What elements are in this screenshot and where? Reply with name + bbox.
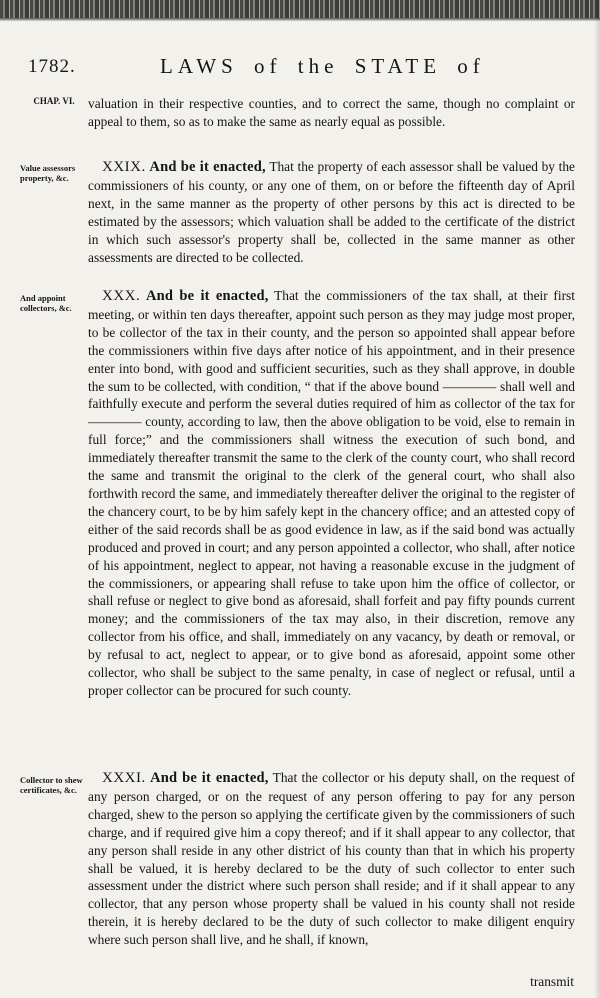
section-xxxi-enacting-clause: And be it enacted,	[150, 770, 269, 786]
section-xxix-enacting-clause: And be it enacted,	[149, 159, 266, 175]
paragraph-continuation	[88, 95, 575, 131]
continuation-text: valuation in their respective counties, and to correct the same, though no complaint or appeal to them, so as to make the same as nearly equal as possible.	[88, 96, 575, 129]
section-xxx-number: XXX.	[102, 288, 141, 304]
margin-note-valuation: Value assessors property, &c.	[20, 163, 76, 183]
page-year: 1782.	[28, 56, 76, 77]
section-xxxi	[88, 769, 575, 949]
page-top-shadow	[0, 18, 600, 21]
section-xxx-enacting-clause: And be it enacted,	[145, 288, 269, 304]
section-xxx	[88, 287, 575, 700]
section-xxix-text: That the property of each assessor shall be valued by the commissioners of his county, or any one of them, on or before the fifteenth day of April next, in the same manner as the property of other persons by this act is directed to be estimated by the assessors; which valuation shall be added to the certificate of the district in which such assessor's property shall be, collected in the same manner as other assessments are directed to be collected.	[88, 159, 575, 265]
page-top-binding-edge	[0, 0, 600, 18]
margin-note-chapter: CHAP. VI.	[33, 96, 75, 106]
page-gutter-shadow	[594, 0, 600, 998]
section-xxxi-text: That the collector or his deputy shall, on the request of any person charged, or on the request of any person offering to pay for any person charged, shew to the person so applying the certificate given by the commissioners of such charge, and if required give him a copy thereof; and if it shall appear to any collector, that any person shall reside in any other district of his county than that in which his property shall be valued, it is hereby declared to be the duty of such collector to enter such assessment under the district where such person shall reside; and if it shall appear to any collector, that any person whose property shall be valued in his county shall not reside therein, it is hereby declared to be the duty of such collector to make diligent enquiry where such person shall live, and he shall, if known,	[88, 770, 575, 948]
section-xxxi-number: XXXI.	[102, 770, 146, 786]
running-title: LAWS of the STATE of	[160, 54, 485, 78]
catchword: transmit	[530, 974, 574, 989]
section-xxix	[88, 158, 575, 266]
page-header	[28, 56, 588, 84]
section-xxx-text: That the commissioners of the tax shall, at their first meeting, or within ten days thereafter, appoint such person as they may judge most proper, to be collector of the tax in their county, and the person so appointed shall appear before the commissioners within five days after notice of his appointment, and in their presence enter into bond, with good and sufficient securities, such as they shall approve, in double the sum to be collected, with condition, “ that if the above bound ———— shall well and faithfully execute and perform the several duties required of him as collector of the tax for ———— county, according to law, then the above obligation to be void, else to remain in full force;” and the commissioners shall witness the execution of such bond, and immediately thereafter transmit the same to the clerk of the county court, who shall record the same and transmit the original to the clerk of the general court, who shall also forthwith record the same, and immediately thereafter deliver the original to the register of the chancery court, to be by him safely kept in the chancery office; and an attested copy of either of the said records shall be as good evidence in law, as if the said bond was actually produced and proved in court; and any person appointed a collector, who shall, after notice of his appointment, neglect to appear, not having a reasonable excuse in the judgment of the commissioners, or appearing shall refuse to take upon him the office of collector, or shall refuse or neglect to give bond as aforesaid, shall forfeit and pay fifty pounds current money; and the commissioners of the tax may also, in their discretion, remove any collector from his office, and shall, immediately on any vacancy, by death or removal, or by refusal to act, neglect to appear, or to give bond as aforesaid, appoint some other collector, who shall be subject to the same penalty, in case of neglect or refusal, until a proper collector can be procured for such county.	[88, 288, 575, 698]
margin-note-certificates: Collector to shew certificates, &c.	[20, 775, 83, 795]
section-xxix-number: XXIX.	[102, 159, 146, 175]
margin-note-appoint: And appoint collectors, &c.	[20, 293, 72, 313]
